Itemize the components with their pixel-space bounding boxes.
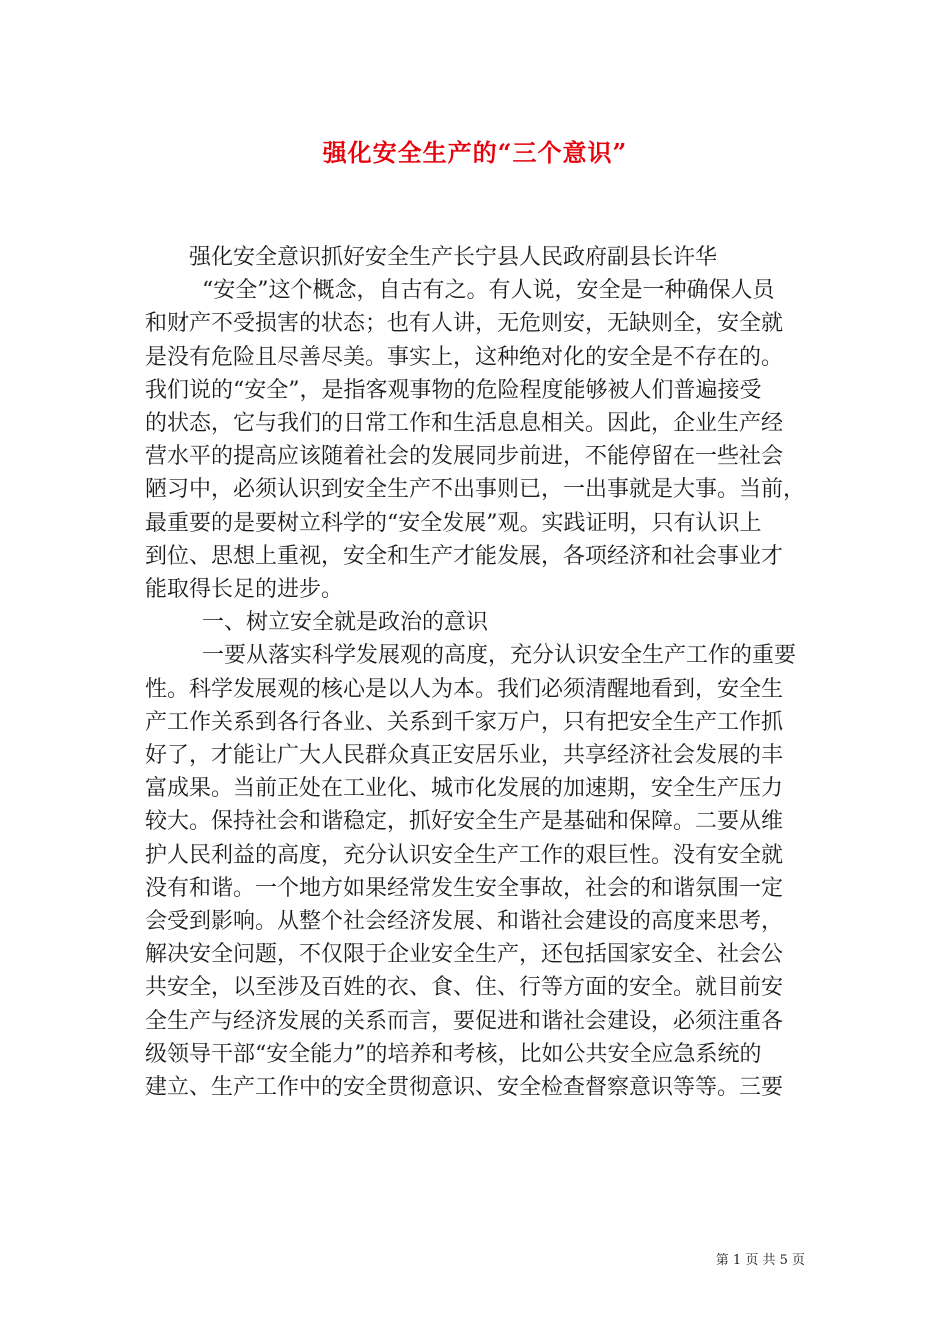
paragraph-line: 没有和谐。一个地方如果经常发生安全事故，社会的和谐氛围一定 [145, 875, 784, 901]
paragraph-line: 和财产不受损害的状态；也有人讲，无危则安，无缺则全，安全就 [145, 311, 784, 337]
paragraph-line: 级领导干部“安全能力”的培养和考核，比如公共安全应急系统的 [145, 1041, 762, 1067]
paragraph-line: 一要从落实科学发展观的高度，充分认识安全生产工作的重要 [202, 643, 797, 669]
paragraph-line: “安全”这个概念，自古有之。有人说，安全是一种确保人员 [202, 278, 775, 304]
paragraph-line: 产工作关系到各行各业、关系到千家万户，只有把安全生产工作抓 [145, 709, 784, 735]
document-body [145, 241, 805, 1104]
paragraph-line: 到位、思想上重视，安全和生产才能发展，各项经济和社会事业才 [145, 543, 784, 569]
page-number: 第 1 页 共 5 页 [715, 1253, 805, 1268]
paragraph-line: 全生产与经济发展的关系而言，要促进和谐社会建设，必须注重各 [145, 1008, 784, 1034]
document-title: 强化安全生产的“三个意识” [322, 138, 628, 167]
section-heading: 一、树立安全就是政治的意识 [202, 610, 489, 636]
paragraph-line: 较大。保持社会和谐稳定，抓好安全生产是基础和保障。二要从维 [145, 809, 784, 835]
paragraph-line: 共安全，以至涉及百姓的衣、食、住、行等方面的安全。就目前安 [145, 975, 784, 1001]
paragraph-line: 会受到影响。从整个社会经济发展、和谐社会建设的高度来思考， [145, 909, 784, 935]
paragraph-line: 最重要的是要树立科学的“安全发展”观。实践证明，只有认识上 [145, 510, 762, 536]
byline: 强化安全意识抓好安全生产长宁县人民政府副县长许华 [189, 245, 718, 270]
paragraph-line: 我们说的“安全”，是指客观事物的危险程度能够被人们普遍接受 [145, 377, 762, 403]
paragraph-line: 是没有危险且尽善尽美。事实上，这种绝对化的安全是不存在的。 [145, 344, 784, 370]
paragraph-line: 营水平的提高应该随着社会的发展同步前进，不能停留在一些社会 [145, 444, 784, 470]
paragraph-line: 护人民利益的高度，充分认识安全生产工作的艰巨性。没有安全就 [145, 842, 784, 868]
paragraph-line: 陋习中，必须认识到安全生产不出事则已，一出事就是大事。当前， [145, 477, 806, 503]
paragraph-line: 解决安全问题，不仅限于企业安全生产，还包括国家安全、社会公 [145, 942, 784, 968]
paragraph-line: 建立、生产工作中的安全贯彻意识、安全检查督察意识等等。三要 [145, 1075, 784, 1101]
paragraph-line: 富成果。当前正处在工业化、城市化发展的加速期，安全生产压力 [145, 776, 784, 802]
paragraph-line: 的状态，它与我们的日常工作和生活息息相关。因此，企业生产经 [145, 411, 784, 437]
paragraph-line: 性。科学发展观的核心是以人为本。我们必须清醒地看到，安全生 [145, 676, 784, 702]
paragraph-line: 好了，才能让广大人民群众真正安居乐业，共享经济社会发展的丰 [145, 743, 784, 769]
paragraph-line: 能取得长足的进步。 [145, 577, 344, 603]
